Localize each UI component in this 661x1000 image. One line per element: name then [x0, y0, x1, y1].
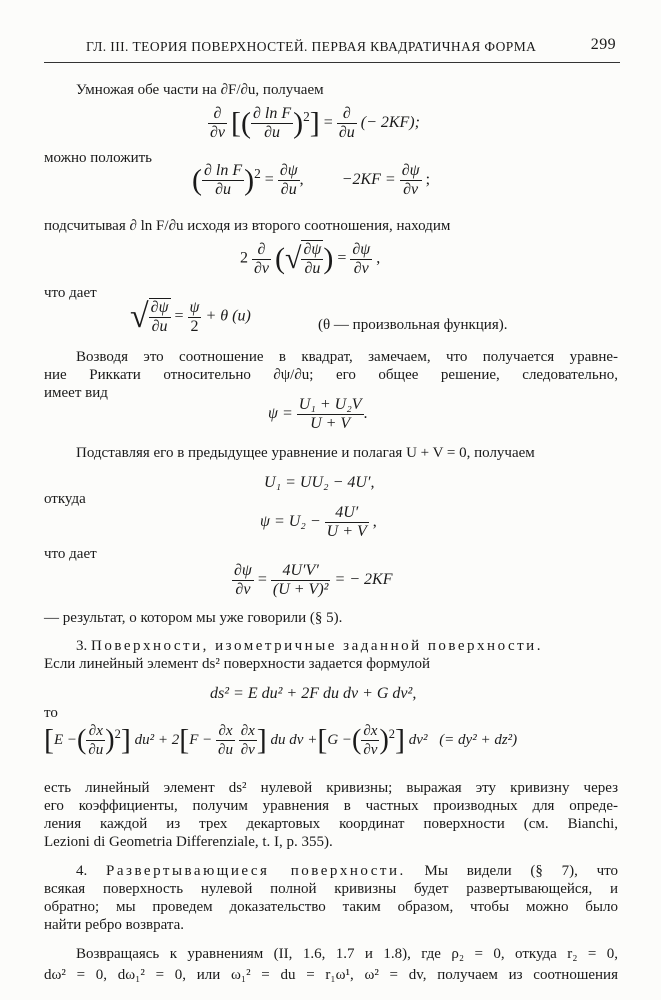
formula-4: √ $\frac{\partial\psi}{\partial u}$ = $\frac{\psi}{2}$ + θ (u)	[130, 298, 251, 335]
text-line: ления каждой из трех декартовых координат поверхности (см. Bianchi,	[44, 816, 618, 832]
formula-10: [E −( $\frac{\partial x}{\partial u}$ )$^2$] du² + 2[F − $\frac{\partial x}{\partial u}$ $\frac{\partial x}{\partial v}$ ] du dv +[G −( $\frac{\partial x}{\partial v}$ )$^2$] dv² (= dy² + dz²)	[44, 723, 518, 758]
text-line: то	[44, 705, 58, 721]
text-line: откуда	[44, 491, 86, 507]
running-header	[86, 38, 616, 56]
header-rule	[44, 62, 620, 63]
text-line: dω² = 0, dω₁² = 0, или ω₁² = du = r₁ω¹, ω² = dv, получаем из соотношения	[44, 967, 618, 983]
formula-1: $\frac{\partial}{\partial v}$ [( $\frac{\text{∂ ln F}}{\partial u}$ )$^2$] = $\frac{\partial}{\partial u}$ (− 2KF);	[210, 105, 420, 141]
text-line: подсчитывая ∂ ln F/∂u исходя из второго соотношения, находим	[44, 218, 451, 234]
formula-6: U₁ = UU₂ − 4U′,	[264, 474, 375, 491]
section-4-heading: 4. Развертывающиеся поверхности. Мы видели (§ 7), что	[76, 863, 619, 879]
theta-note: (θ — произвольная функция).	[318, 317, 508, 333]
page-number: 299	[590, 36, 616, 53]
text-line: Возвращаясь к уравнениям (II, 1.6, 1.7 и 1.8), где ρ₂ = 0, откуда r₂ = 0,	[76, 946, 618, 962]
formula-7: ψ = U₂ − $\frac{4U'}{U + V}$ ,	[260, 504, 377, 540]
section-3-heading: 3. Поверхности, изометричные заданной поверхности.	[76, 638, 543, 654]
text-line: есть линейный элемент ds² нулевой кривизны; выражая эту кривизну через	[44, 780, 618, 796]
text-line: Если линейный элемент ds² поверхности задается формулой	[44, 656, 431, 672]
text-line: что дает	[44, 285, 97, 301]
text-line: — результат, о котором мы уже говорили (§ 5).	[44, 610, 343, 626]
text-line: что дает	[44, 546, 97, 562]
text-line: Подставляя его в предыдущее уравнение и полагая U + V = 0, получаем	[76, 445, 535, 461]
formula-2: ( $\frac{\text{∂ ln F}}{\partial u}$ )$^2$ = $\frac{\partial\psi}{\partial u}$ , −2KF = $\frac{\partial\psi}{\partial v}$ ;	[192, 162, 431, 198]
text-line: Возводя это соотношение в квадрат, замечаем, что получается уравне-	[76, 349, 618, 365]
header-title: ГЛ. III. ТЕОРИЯ ПОВЕРХНОСТЕЙ. ПЕРВАЯ КВАДРАТИЧНАЯ ФОРМА	[86, 39, 537, 54]
text-line: имеет вид	[44, 385, 108, 401]
text-line: обратно; мы проведем доказательство таким образом, чтобы можно было	[44, 899, 618, 915]
formula-3: 2 $\frac{\partial}{\partial v}$ (√ $\frac{\partial\psi}{\partial u}$ ) = $\frac{\partial\psi}{\partial v}$ ,	[240, 240, 381, 277]
text-line: найти ребро возврата.	[44, 917, 184, 933]
formula-8: $\frac{\partial\psi}{\partial v}$ = $\frac{4U'V'}{\text{(U + V)²}}$ = − 2KF	[234, 562, 393, 598]
text-line: Lezioni di Geometria Differenziale, t. I, p. 355).	[44, 834, 333, 850]
text-line: ние Риккати относительно ∂ψ/∂u; его общее решение, следовательно,	[44, 367, 618, 383]
text-line: всякая поверхность нулевой полной кривизны будет развертывающейся, и	[44, 881, 618, 897]
text-line: можно положить	[44, 150, 152, 166]
formula-9: ds² = E du² + 2F du dv + G dv²,	[210, 685, 417, 702]
formula-5: ψ = $\frac{\text{U₁ + U₂V}}{U + V}$ .	[268, 396, 368, 432]
text-line: его коэффициенты, получим уравнения в частных производных для опреде-	[44, 798, 618, 814]
text-line: Умножая обе части на ∂F/∂u, получаем	[76, 82, 324, 98]
